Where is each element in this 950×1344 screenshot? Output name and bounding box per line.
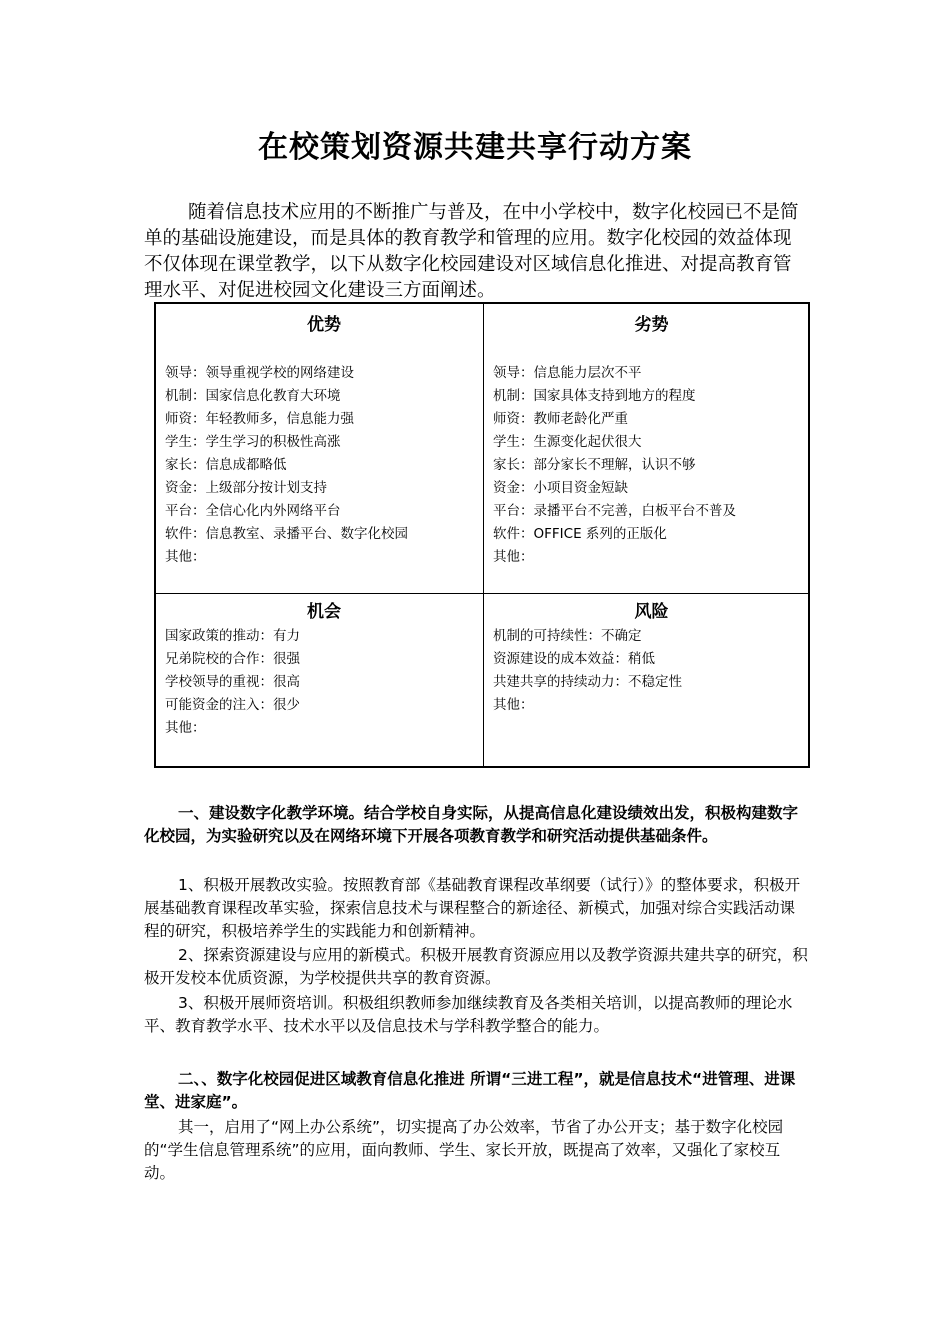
threats-heading: 风险 xyxy=(634,602,669,622)
paragraph-4: 其一，启用了“网上办公系统”，切实提高了办公效率，节省了办公开支；基于数字化校园的“学生信息管理系统”的应用，面向教师、学生、家长开放，既提高了效率，又强化了家校互动。 xyxy=(144,1118,784,1182)
list-item: 机制：国家具体支持到地方的程度 xyxy=(493,388,696,404)
list-item: 兄弟院校的合作：很强 xyxy=(165,651,300,667)
list-item: 其他： xyxy=(165,720,206,736)
list-item: 师资：年轻教师多，信息能力强 xyxy=(165,411,354,427)
list-item: 平台：录播平台不完善，白板平台不普及 xyxy=(493,503,736,519)
weaknesses-cell xyxy=(484,312,810,569)
list-item: 资源建设的成本效益：稍低 xyxy=(493,651,655,667)
list-item: 家长：信息成都略低 xyxy=(165,457,287,473)
list-item: 学生：学生学习的积极性高涨 xyxy=(165,434,341,450)
list-item: 学校领导的重视：很高 xyxy=(165,674,300,690)
weaknesses-heading: 劣势 xyxy=(634,315,669,335)
paragraph-1: 1、积极开展教改实验。按照教育部《基础教育课程改革纲要（试行）》的整体要求，积极开展基础教育课程改革实验，探索信息技术与课程整合的新途径、新模式，加强对综合实践活动课程的研究，积极培养学生的实践能力和创新精神。 xyxy=(144,876,801,940)
document-title: 在校策划资源共建共享行动方案 xyxy=(258,130,692,165)
list-item: 软件：OFFICE 系列的正版化 xyxy=(493,526,667,542)
list-item: 其他： xyxy=(493,697,534,713)
section-2-heading: 二、、数字化校园促进区域教育信息化推进 所谓“三进工程”，就是信息技术“进管理、进课堂、进家庭”。 xyxy=(144,1070,796,1111)
list-item: 家长：部分家长不理解，认识不够 xyxy=(493,457,696,473)
list-item: 师资：教师老龄化严重 xyxy=(493,411,628,427)
list-item: 其他： xyxy=(165,549,206,565)
list-item: 国家政策的推动：有力 xyxy=(165,628,300,644)
table-divider-horizontal xyxy=(156,593,808,594)
swot-table xyxy=(154,302,810,768)
list-item: 资金：上级部分按计划支持 xyxy=(165,480,327,496)
opportunities-heading: 机会 xyxy=(307,602,341,622)
threats-list xyxy=(493,625,810,717)
list-item: 机制的可持续性：不确定 xyxy=(493,628,642,644)
weaknesses-list xyxy=(493,362,810,569)
opportunities-cell xyxy=(156,599,483,740)
list-item: 领导：领导重视学校的网络建设 xyxy=(165,365,354,381)
paragraph-2: 2、探索资源建设与应用的新模式。积极开展教育资源应用以及教学资源共建共享的研究，积极开发校本优质资源，为学校提供共享的教育资源。 xyxy=(144,946,808,987)
list-item: 领导：信息能力层次不平 xyxy=(493,365,642,381)
paragraph-3: 3、积极开展师资培训。积极组织教师参加继续教育及各类相关培训，以提高教师的理论水平、教育教学水平、技术水平以及信息技术与学科教学整合的能力。 xyxy=(144,994,793,1035)
intro-paragraph: 随着信息技术应用的不断推广与普及，在中小学校中，数字化校园已不是简单的基础设施建设，而是具体的教育教学和管理的应用。数字化校园的效益体现不仅体现在课堂教学，以下从数字化校园建设对区域信息化推进、对提高教育管理水平、对促进校园文化建设三方面阐述。 xyxy=(144,202,799,301)
strengths-cell xyxy=(156,312,483,569)
strengths-list xyxy=(165,362,483,569)
list-item: 共建共享的持续动力：不稳定性 xyxy=(493,674,682,690)
list-item: 可能资金的注入：很少 xyxy=(165,697,300,713)
list-item: 资金：小项目资金短缺 xyxy=(493,480,628,496)
list-item: 软件：信息教室、录播平台、数字化校园 xyxy=(165,526,408,542)
strengths-heading: 优势 xyxy=(307,315,341,335)
list-item: 机制：国家信息化教育大环境 xyxy=(165,388,341,404)
section-1-heading: 一、建设数字化教学环境。结合学校自身实际，从提高信息化建设绩效出发，积极构建数字化校园，为实验研究以及在网络环境下开展各项教育教学和研究活动提供基础条件。 xyxy=(144,804,799,845)
list-item: 其他： xyxy=(493,549,534,565)
list-item: 学生：生源变化起伏很大 xyxy=(493,434,642,450)
threats-cell xyxy=(484,599,810,717)
list-item: 平台：全信心化内外网络平台 xyxy=(165,503,341,519)
opportunities-list xyxy=(165,625,483,740)
